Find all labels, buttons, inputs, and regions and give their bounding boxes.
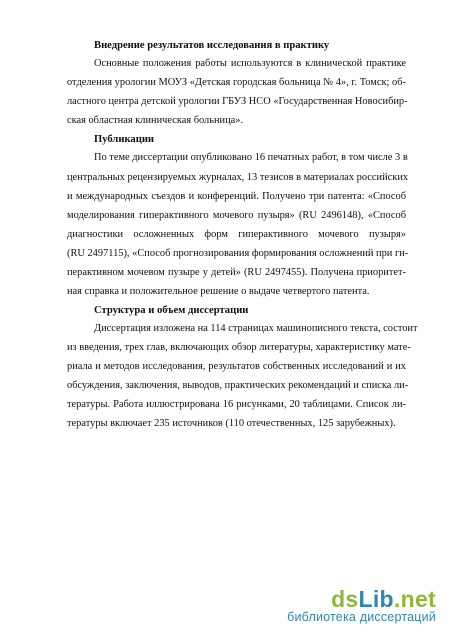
paragraph-line: ская областная клиническая больница».	[67, 115, 244, 126]
paragraph-line: Диссертация изложена на 114 страницах машинописного текста, состоит	[94, 323, 418, 334]
paragraph-line: тературы включает 235 источников (110 отечественных, 125 зарубежных).	[67, 418, 396, 429]
section-heading-implementation: Внедрение результатов исследования в практику	[94, 40, 330, 51]
paragraph-line: из введения, трех глав, включающих обзор литературы, характеристику мате-	[67, 342, 411, 353]
paragraph-line: ная справка и положительное решение о выдаче четвертого патента.	[67, 286, 370, 297]
dslib-watermark[interactable]	[287, 588, 436, 624]
paragraph-line: центральных рецензируемых журналах, 13 тезисов в материалах российских	[67, 172, 409, 183]
paragraph-line: риала и методов исследования, результатов собственных исследований и их	[67, 361, 406, 372]
dslib-logo: dsLib.net	[331, 586, 436, 612]
paragraph-line: По теме диссертации опубликовано 16 печатных работ, в том числе 3 в	[94, 152, 408, 163]
paragraph-line: ластного центра детской урологии ГБУЗ НСО «Государственная Новосибир-	[67, 96, 408, 107]
paragraph-line: моделирования гиперактивного мочевого пузыря» (RU 2496148), «Способ	[67, 210, 406, 221]
paragraph-line: тературы. Работа иллюстрирована 16 рисунками, 20 таблицами. Список ли-	[67, 399, 406, 410]
paragraph-line: диагностики осложненных форм гиперактивного мочевого пузыря»	[67, 229, 406, 240]
paragraph-line: Основные положения работы используются в клинической практике	[94, 58, 406, 69]
paragraph-line: и международных съездов и конференций. Получено три патента: «Способ	[67, 191, 406, 202]
section-heading-structure: Структура и объем диссертации	[94, 305, 249, 316]
dslib-tagline: библиотека диссертаций	[287, 610, 436, 624]
paragraph-line: (RU 2497115), «Способ прогнозирования формирования осложнений при ги-	[67, 248, 409, 259]
section-heading-publications: Публикации	[94, 134, 155, 145]
paragraph-line: обсуждения, заключения, выводов, практических рекомендаций и списка ли-	[67, 380, 409, 391]
paragraph-line: отделения урологии МОУЗ «Детская городская больница № 4», г. Томск; об-	[67, 77, 406, 88]
paragraph-line: перактивном мочевом пузыре у детей» (RU 2497455). Получена приоритет-	[67, 267, 406, 278]
